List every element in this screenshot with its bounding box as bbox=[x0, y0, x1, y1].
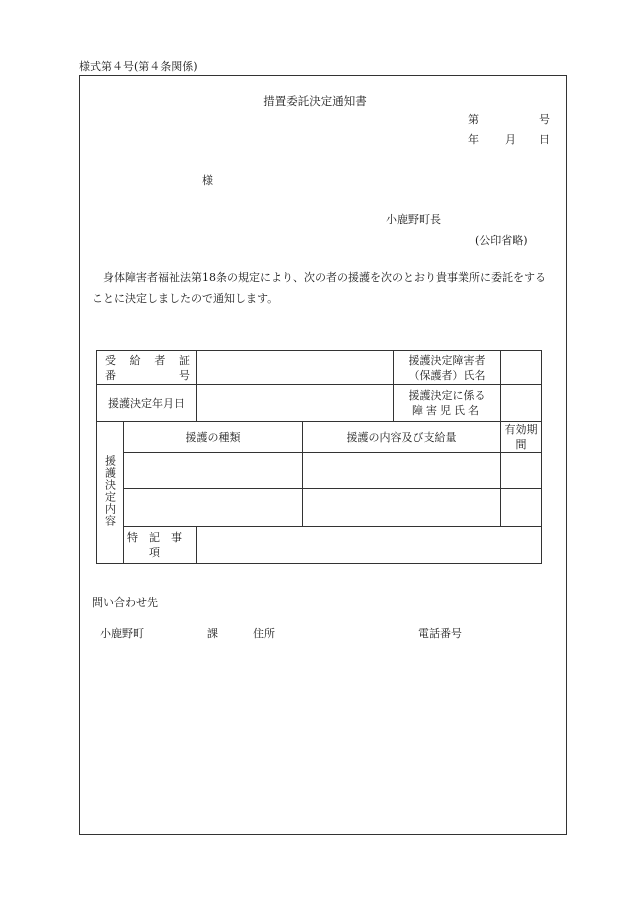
col-header-type bbox=[124, 422, 303, 453]
document-number-suffix: 号 bbox=[539, 113, 550, 126]
document-number-prefix: 第 bbox=[468, 113, 479, 126]
decided-person-label-line1: 援護決定障害者 bbox=[408, 353, 486, 367]
decision-date-value[interactable] bbox=[197, 385, 394, 422]
table-row bbox=[97, 351, 542, 385]
recipient-cert-label bbox=[97, 351, 197, 385]
content-cell-2[interactable] bbox=[303, 489, 501, 527]
type-cell-2[interactable] bbox=[124, 489, 303, 527]
decided-person-label-line2: （保護者）氏名 bbox=[408, 368, 486, 382]
issuer-name: 小鹿野町長 bbox=[386, 213, 441, 226]
decision-date-label bbox=[97, 385, 197, 422]
table-row bbox=[97, 489, 542, 527]
recipient-cert-label-line2: 番号 bbox=[105, 368, 190, 382]
related-child-label-line1: 援護決定に係る bbox=[408, 389, 486, 402]
contact-title: 問い合わせ先 bbox=[92, 596, 158, 609]
special-notes-value[interactable] bbox=[197, 527, 542, 564]
date-year: 年 bbox=[468, 133, 479, 146]
decision-date-text: 援護決定年月日 bbox=[108, 396, 185, 410]
table-row bbox=[97, 453, 542, 489]
decided-person-value[interactable] bbox=[501, 351, 542, 385]
document-title: 措置委託決定通知書 bbox=[263, 94, 367, 108]
type-cell-1[interactable] bbox=[124, 453, 303, 489]
table-row bbox=[97, 422, 542, 453]
table-row bbox=[97, 527, 542, 564]
col-header-period bbox=[501, 422, 542, 453]
period-cell-1[interactable] bbox=[501, 453, 542, 489]
recipient-cert-value[interactable] bbox=[197, 351, 394, 385]
date-month: 月 bbox=[505, 133, 516, 146]
addressee-suffix: 様 bbox=[202, 174, 213, 187]
notice-body-text: 身体障害者福祉法第18条の規定により、次の者の援護を次のとおり貴事業所に委託をすることに決定しましたので通知します。 bbox=[92, 271, 546, 305]
recipient-cert-label-line1: 受給者証 bbox=[105, 353, 190, 367]
date-day: 日 bbox=[539, 133, 550, 146]
related-child-label-line2: 障害児氏名 bbox=[412, 404, 482, 417]
decided-person-label bbox=[394, 351, 501, 385]
period-cell-2[interactable] bbox=[501, 489, 542, 527]
col-header-content bbox=[303, 422, 501, 453]
decision-table bbox=[96, 350, 542, 564]
seal-note: (公印省略) bbox=[475, 234, 528, 247]
contact-town: 小鹿野町 bbox=[100, 627, 144, 640]
contact-phone-label: 電話番号 bbox=[418, 627, 462, 640]
content-cell-1[interactable] bbox=[303, 453, 501, 489]
related-child-value[interactable] bbox=[501, 385, 542, 422]
col-header-content-text: 援護の内容及び支給量 bbox=[346, 430, 457, 444]
related-child-label bbox=[394, 385, 501, 422]
content-section-text: 援護決定内容 bbox=[103, 454, 117, 527]
content-section-label bbox=[97, 422, 124, 564]
contact-address-label: 住所 bbox=[253, 627, 275, 640]
special-notes-label bbox=[124, 527, 197, 564]
col-header-period-text: 有効期間 bbox=[504, 423, 538, 451]
table-row bbox=[97, 385, 542, 422]
col-header-type-text: 援護の種類 bbox=[185, 430, 241, 444]
form-number-label: 様式第４号(第４条関係) bbox=[79, 60, 198, 73]
contact-section-suffix: 課 bbox=[207, 627, 218, 640]
special-notes-text: 特記事項 bbox=[127, 531, 193, 559]
